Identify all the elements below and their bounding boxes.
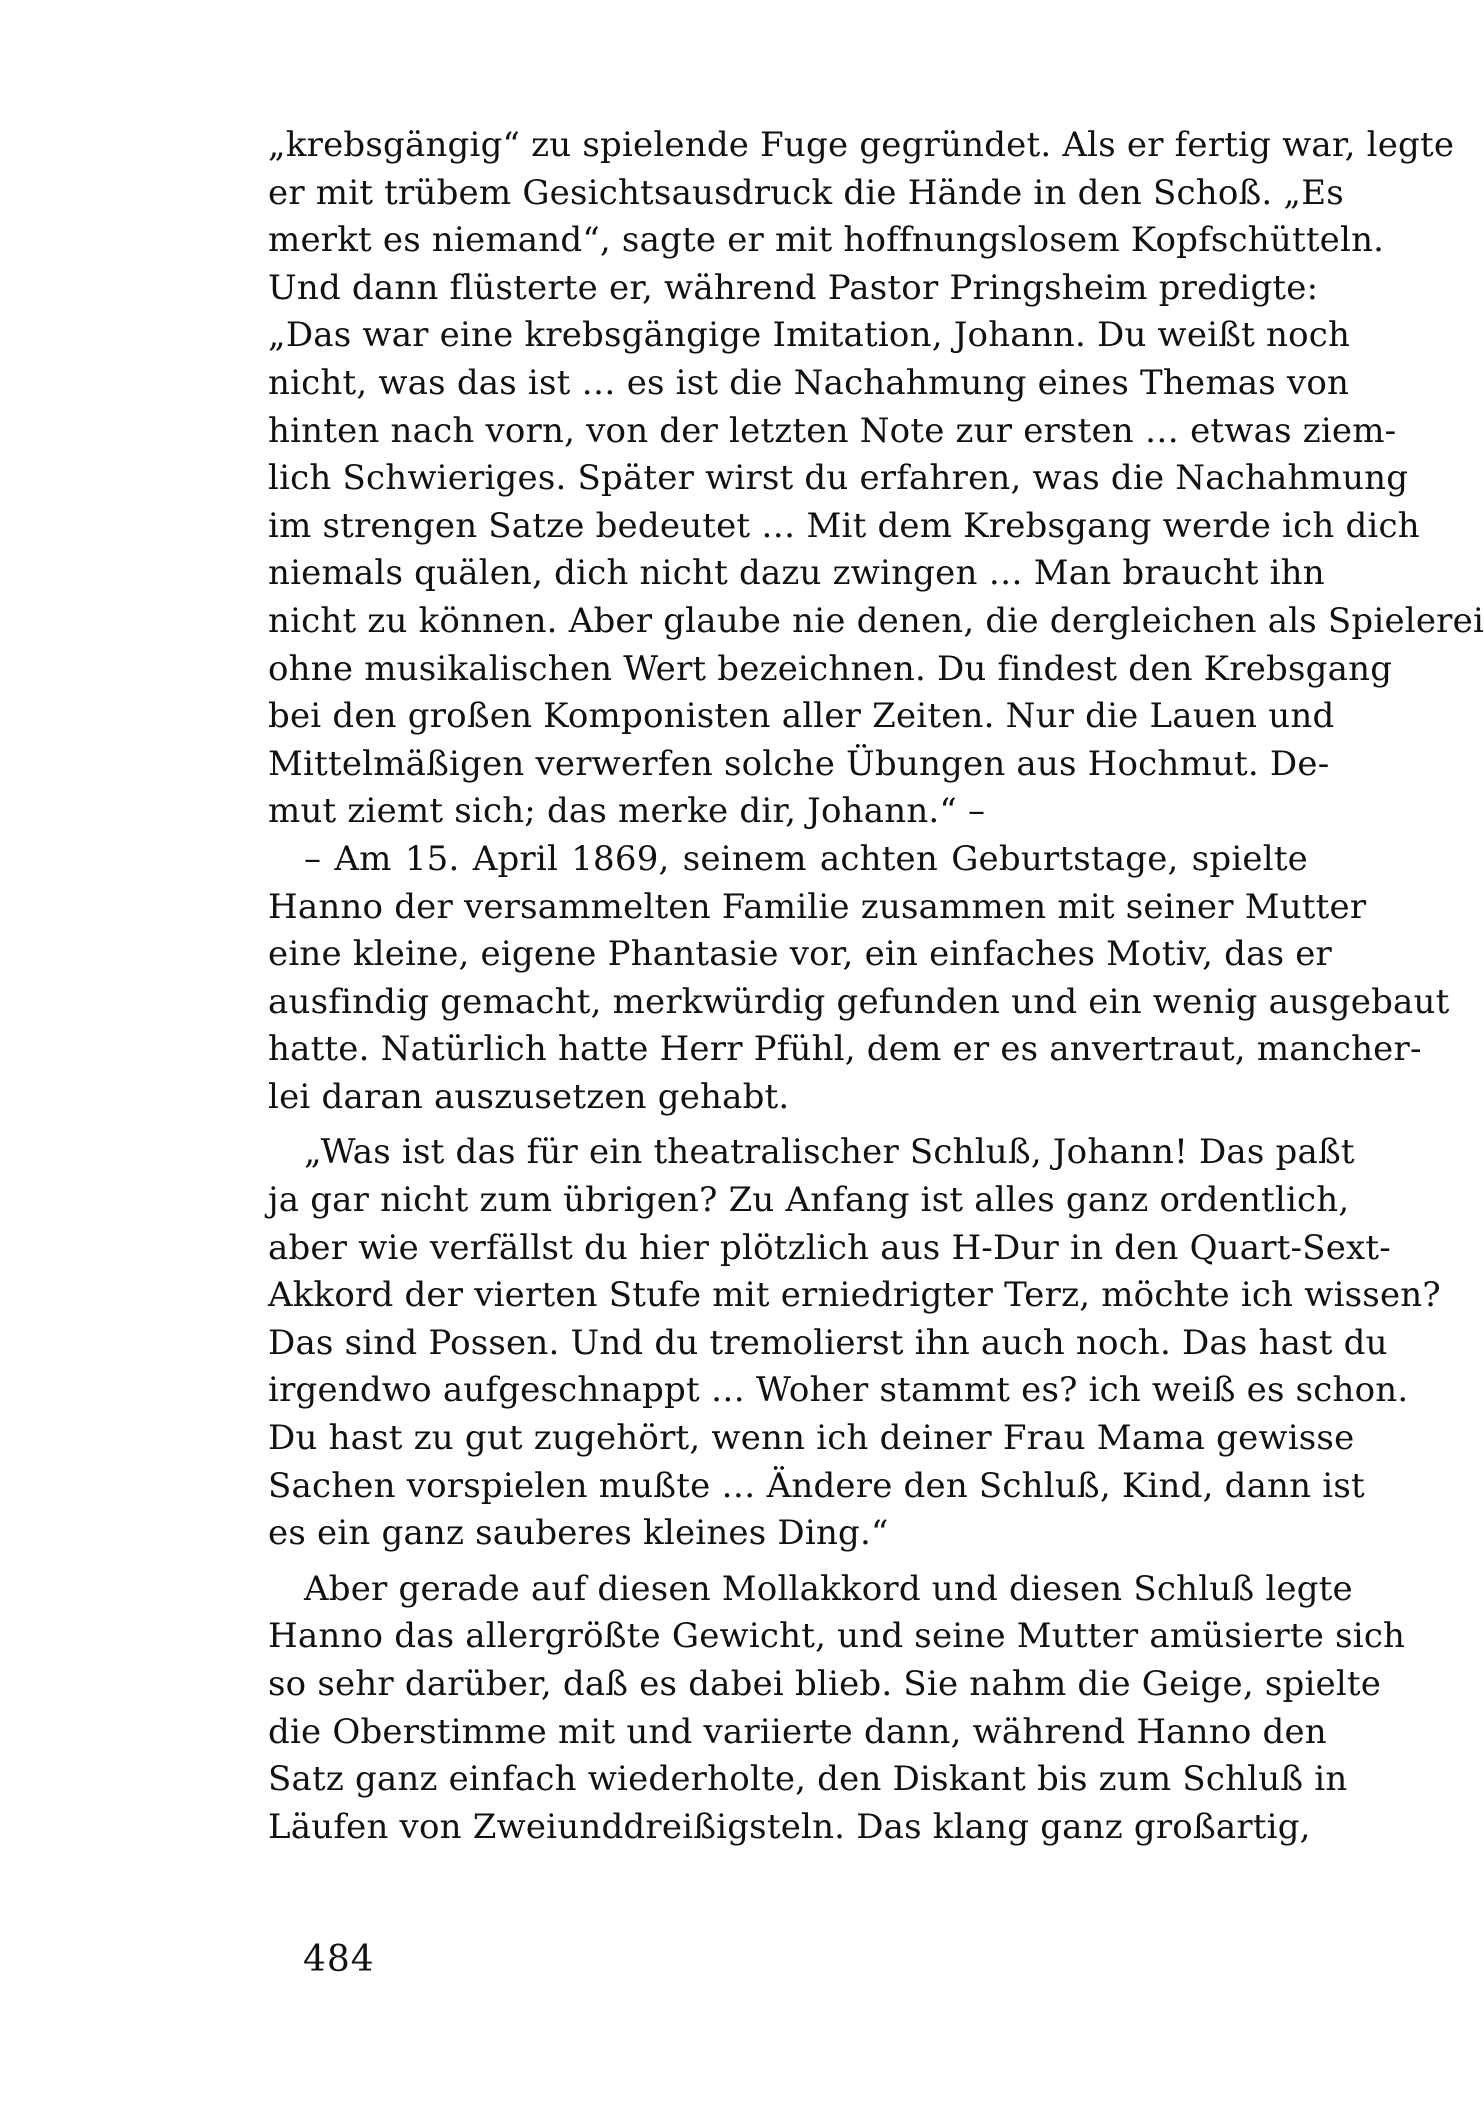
text-line: lich Schwieriges. Später wirst du erfahren, was die Nachahmung — [268, 458, 1409, 499]
text-line: hinten nach vorn, von der letzten Note zur ersten … etwas ziem- — [268, 410, 1397, 451]
text-line: Du hast zu gut zugehört, wenn ich deiner Frau Mama gewisse — [268, 1418, 1355, 1459]
text-line: Mittelmäßigen verwerfen solche Übungen aus Hochmut. De- — [268, 743, 1330, 784]
text-line: aber wie verfällst du hier plötzlich aus H-Dur in den Quart-Sext- — [268, 1227, 1391, 1268]
text-line: Und dann flüsterte er, während Pastor Pringsheim predigte: — [268, 267, 1319, 308]
text-line: so sehr darüber, daß es dabei blieb. Sie nahm die Geige, spielte — [268, 1664, 1382, 1704]
text-line: nicht, was das ist … es ist die Nachahmung eines Themas von — [268, 362, 1350, 403]
text-line: Sachen vorspielen mußte … Ändere den Schluß, Kind, dann ist — [268, 1465, 1365, 1506]
text-line: die Oberstimme mit und variierte dann, während Hanno den — [268, 1711, 1327, 1752]
text-line: bei den großen Komponisten aller Zeiten. Nur die Lauen und — [268, 696, 1335, 737]
text-line: Satz ganz einfach wiederholte, den Diskant bis zum Schluß in — [268, 1759, 1348, 1800]
text-line: Akkord der vierten Stufe mit erniedrigter Terz, möchte ich wissen? — [268, 1275, 1441, 1316]
text-line: es ein ganz sauberes kleines Ding.“ — [268, 1513, 889, 1554]
text-line: Hanno der versammelten Familie zusammen mit seiner Mutter — [268, 886, 1367, 927]
text-line: nicht zu können. Aber glaube nie denen, die dergleichen als Spielerei — [268, 600, 1484, 641]
paragraph-start-line: – Am 15. April 1869, seinem achten Geburtstage, spielte — [304, 838, 1308, 879]
text-line: Das sind Possen. Und du tremolierst ihn auch noch. Das hast du — [268, 1322, 1388, 1363]
text-line: niemals quälen, dich nicht dazu zwingen … Man braucht ihn — [268, 553, 1325, 594]
text-line: ausfindig gemacht, merkwürdig gefunden und ein wenig ausgebaut — [268, 981, 1450, 1022]
text-line: er mit trübem Gesichtsausdruck die Hände in den Schoß. „Es — [268, 172, 1344, 213]
text-line: eine kleine, eigene Phantasie vor, ein einfaches Motiv, das er — [268, 934, 1333, 975]
text-line: ja gar nicht zum übrigen? Zu Anfang ist alles ganz ordentlich, — [268, 1180, 1350, 1221]
text-line: „krebsgängig“ zu spielende Fuge gegründet. Als er fertig war, legte — [268, 125, 1455, 165]
text-line: irgendwo aufgeschnappt … Woher stammt es? ich weiß es schon. — [268, 1370, 1409, 1411]
page-number: 484 — [303, 1939, 375, 1980]
body-text — [268, 122, 1484, 1851]
text-line: Hanno das allergrößte Gewicht, und seine Mutter amüsierte sich — [268, 1616, 1406, 1657]
text-line: Läufen von Zweiunddreißigsteln. Das klang ganz großartig, — [268, 1806, 1311, 1847]
text-line: ohne musikalischen Wert bezeichnen. Du findest den Krebsgang — [268, 648, 1393, 689]
paragraph-start-line: Aber gerade auf diesen Mollakkord und diesen Schluß legte — [304, 1568, 1353, 1609]
text-line: merkt es niemand“, sagte er mit hoffnungslosem Kopfschütteln. — [268, 220, 1385, 261]
text-line: lei daran auszusetzen gehabt. — [268, 1076, 790, 1117]
text-line: „Das war eine krebsgängige Imitation, Johann. Du weißt noch — [268, 315, 1351, 356]
text-line: mut ziemt sich; das merke dir, Johann.“ – — [268, 791, 986, 832]
paragraph-start-line: „Was ist das für ein theatralischer Schluß, Johann! Das paßt — [304, 1132, 1355, 1173]
text-line: hatte. Natürlich hatte Herr Pfühl, dem er es anvertraut, mancher- — [268, 1029, 1422, 1070]
text-line: im strengen Satze bedeutet … Mit dem Krebsgang werde ich dich — [268, 505, 1420, 546]
